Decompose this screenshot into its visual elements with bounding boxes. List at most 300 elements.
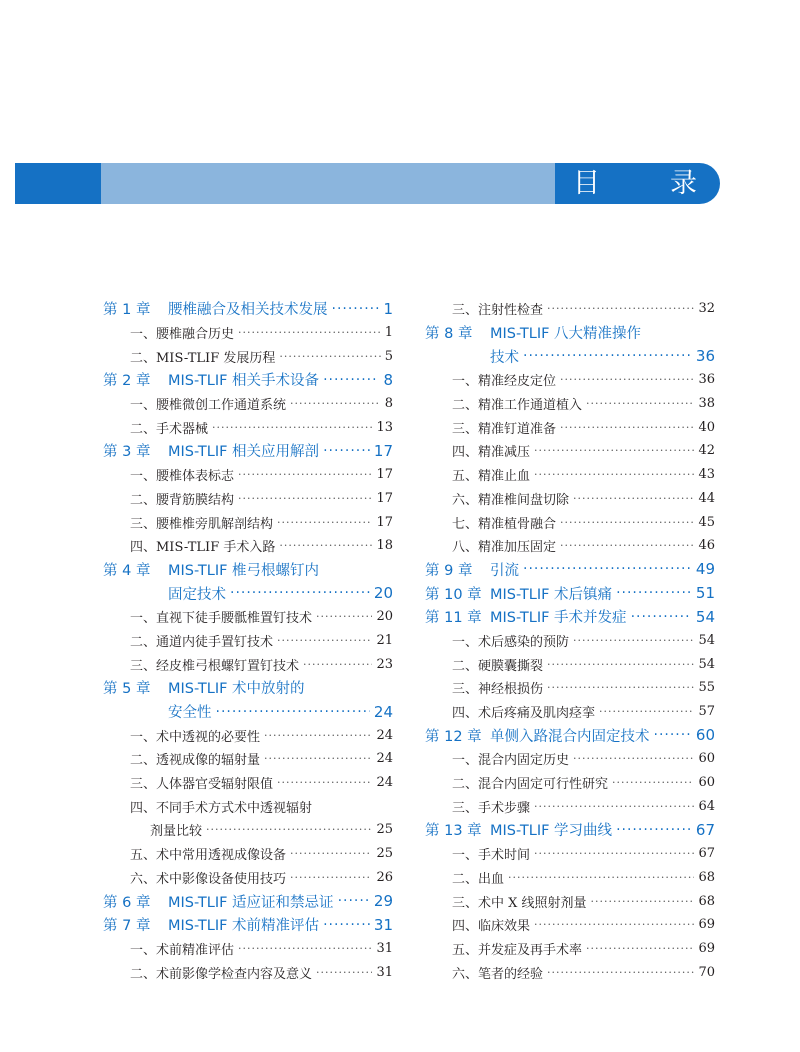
toc-section-entry[interactable] — [103, 392, 393, 416]
page-number: 67 — [698, 846, 715, 862]
page-number: 24 — [373, 702, 393, 721]
page-number: 42 — [698, 443, 715, 459]
dot-leader — [573, 752, 694, 765]
entry-text: 三、经皮椎弓根螺钉置钉技术 — [130, 658, 300, 674]
chapter-number: 第 1 章 — [103, 302, 151, 319]
dot-leader — [560, 373, 694, 386]
dot-leader — [323, 372, 379, 388]
page-number: 51 — [695, 584, 715, 603]
page-number: 57 — [698, 704, 715, 720]
page-number: 40 — [698, 419, 715, 435]
entry-title — [130, 749, 260, 768]
page-number: 60 — [698, 751, 715, 767]
entry-title — [490, 346, 519, 367]
entry-title — [130, 607, 312, 626]
entry-text: 一、腰椎体表标志 — [130, 469, 235, 485]
dot-leader — [303, 658, 372, 671]
entry-title — [103, 369, 319, 390]
entry-text: MIS-TLIF 手术并发症 — [490, 610, 627, 627]
page-number: 17 — [373, 441, 393, 460]
dot-leader — [547, 302, 694, 315]
entry-text: 技术 — [490, 349, 519, 366]
entry-text: 四、MIS-TLIF 手术入路 — [130, 540, 276, 556]
entry-text: 二、手术器械 — [130, 421, 209, 437]
dot-leader — [534, 918, 694, 931]
toc-section-entry[interactable] — [103, 771, 393, 795]
entry-title — [103, 559, 319, 580]
entry-title — [452, 536, 556, 555]
dot-leader — [277, 776, 372, 789]
entry-text: 单侧入路混合内固定技术 — [490, 728, 650, 745]
entry-title — [452, 299, 543, 318]
page-number: 43 — [698, 467, 715, 483]
entry-text: 二、术前影像学检查内容及意义 — [130, 966, 313, 982]
entry-text: MIS-TLIF 术后镇痛 — [490, 586, 613, 603]
entry-title — [452, 915, 530, 934]
dot-leader — [277, 516, 372, 529]
entry-text: 四、临床效果 — [452, 919, 531, 935]
entry-text: 一、精准经皮定位 — [452, 374, 557, 390]
entry-title — [130, 323, 234, 342]
dot-leader — [323, 443, 370, 459]
entry-text: 二、混合内固定可行性研究 — [452, 777, 609, 793]
entry-text: 四、术后疼痛及肌肉痉挛 — [452, 706, 596, 722]
entry-text: 四、不同手术方式术中透视辐射 — [130, 800, 313, 816]
entry-text: 五、术中常用透视成像设备 — [130, 848, 287, 864]
entry-title — [103, 440, 319, 461]
entry-text: 六、术中影像设备使用技巧 — [130, 871, 287, 887]
page-number: 5 — [384, 348, 393, 364]
entry-text: MIS-TLIF 学习曲线 — [490, 823, 613, 840]
toc-chapter-entry[interactable] — [103, 676, 393, 700]
toc-section-entry[interactable] — [103, 723, 393, 747]
entry-title — [452, 963, 543, 982]
dot-leader — [264, 729, 372, 742]
dot-leader — [560, 516, 694, 529]
dot-leader — [212, 421, 372, 434]
entry-title — [425, 606, 627, 627]
dot-leader — [534, 468, 694, 481]
dot-leader — [591, 895, 695, 908]
dot-leader — [238, 326, 381, 339]
dot-leader — [338, 893, 370, 909]
page-number: 60 — [695, 726, 715, 745]
toc-section-entry[interactable] — [425, 676, 715, 700]
dot-leader — [612, 776, 694, 789]
page-number: 55 — [698, 680, 715, 696]
chapter-number: 第 9 章 — [425, 562, 473, 579]
entry-text: 腰椎融合及相关技术发展 — [168, 302, 328, 319]
entry-text: 二、腰背筋膜结构 — [130, 492, 235, 508]
toc-section-entry[interactable] — [103, 510, 393, 534]
entry-title — [452, 702, 595, 721]
toc-section-entry[interactable] — [103, 794, 393, 818]
entry-text: 一、腰椎融合历史 — [130, 327, 235, 343]
entry-text: 一、术中透视的必要性 — [130, 729, 261, 745]
page-number: 54 — [695, 607, 715, 626]
entry-title — [452, 394, 582, 413]
page-number: 29 — [373, 892, 393, 911]
entry-text: 一、术后感染的预防 — [452, 634, 570, 650]
entry-title — [452, 370, 556, 389]
toc-chapter-entry[interactable] — [425, 581, 715, 605]
toc-section-entry[interactable] — [103, 842, 393, 866]
toc-chapter-entry[interactable] — [425, 818, 715, 842]
entry-text: 三、术中 X 线照射剂量 — [452, 895, 587, 911]
page-number: 13 — [376, 419, 393, 435]
toc-section-entry[interactable] — [103, 629, 393, 653]
dot-leader — [534, 847, 694, 860]
chapter-number: 第 10 章 — [425, 586, 482, 603]
entry-text: 二、透视成像的辐射量 — [130, 753, 261, 769]
dot-leader — [216, 704, 370, 720]
dot-leader — [264, 752, 372, 765]
page-number: 32 — [698, 301, 715, 317]
dot-leader — [586, 397, 694, 410]
page-number: 67 — [695, 820, 715, 839]
entry-text: 安全性 — [168, 705, 212, 722]
toc-chapter-entry[interactable] — [425, 321, 715, 345]
dot-leader — [290, 397, 381, 410]
toc-chapter-entry[interactable] — [425, 558, 715, 582]
entry-text: 二、MIS-TLIF 发展历程 — [130, 350, 276, 366]
entry-title — [452, 749, 569, 768]
page-number: 8 — [383, 370, 393, 389]
dot-leader — [279, 539, 372, 552]
toc-section-entry[interactable] — [103, 415, 393, 439]
toc-section-entry[interactable] — [425, 510, 715, 534]
entry-title — [130, 465, 234, 484]
entry-title — [452, 441, 530, 460]
entry-title — [168, 583, 226, 604]
entry-title — [130, 631, 273, 650]
entry-text: 六、精准椎间盘切除 — [452, 492, 570, 508]
dot-leader — [560, 421, 694, 434]
page-number: 68 — [698, 869, 715, 885]
dot-leader — [290, 847, 372, 860]
toc-section-entry[interactable] — [425, 652, 715, 676]
entry-title — [452, 844, 530, 863]
entry-title — [103, 298, 328, 319]
page-number: 18 — [376, 538, 393, 554]
toc-section-entry[interactable] — [103, 818, 393, 842]
page-number: 64 — [698, 798, 715, 814]
toc-section-entry[interactable] — [103, 747, 393, 771]
page-number: 1 — [383, 299, 393, 318]
toc-section-entry[interactable] — [103, 652, 393, 676]
page-number: 1 — [384, 325, 393, 341]
dot-leader — [534, 444, 694, 457]
toc-chapter-entry[interactable] — [103, 913, 393, 937]
dot-leader — [599, 705, 694, 718]
entry-title — [452, 655, 543, 674]
entry-text: 三、手术步骤 — [452, 800, 531, 816]
entry-title — [130, 868, 286, 887]
entry-text: MIS-TLIF 椎弓根螺钉内 — [168, 562, 320, 579]
toc-section-entry[interactable] — [425, 392, 715, 416]
entry-text: 五、精准止血 — [452, 469, 531, 485]
entry-title — [103, 891, 334, 912]
entry-title — [452, 631, 569, 650]
entry-title — [130, 536, 275, 555]
toc-chapter-entry[interactable] — [103, 368, 393, 392]
toc-section-entry[interactable] — [103, 344, 393, 368]
toc-section-entry[interactable] — [425, 960, 715, 984]
entry-title — [452, 418, 556, 437]
dot-leader — [238, 492, 372, 505]
chapter-number: 第 11 章 — [425, 610, 482, 627]
page-number: 25 — [376, 846, 393, 862]
entry-title — [425, 725, 650, 746]
page-number: 20 — [376, 609, 393, 625]
page-number: 20 — [373, 584, 393, 603]
toc-left-column — [103, 297, 393, 984]
entry-text: 六、笔者的经验 — [452, 966, 544, 982]
toc-section-entry[interactable] — [425, 534, 715, 558]
entry-title — [425, 559, 519, 580]
entry-text: MIS-TLIF 术中放射的 — [168, 681, 305, 698]
dot-leader — [508, 871, 694, 884]
page-number: 17 — [376, 467, 393, 483]
entry-text: 三、人体器官受辐射限值 — [130, 777, 274, 793]
page-number: 36 — [695, 347, 715, 366]
toc-section-entry[interactable] — [103, 866, 393, 890]
banner-dark-block — [15, 163, 101, 204]
entry-title — [425, 322, 641, 343]
page-number: 23 — [376, 656, 393, 672]
toc-section-entry[interactable] — [103, 605, 393, 629]
entry-text: 一、腰椎微创工作通道系统 — [130, 398, 287, 414]
entry-text: 七、精准植骨融合 — [452, 516, 557, 532]
chapter-number: 第 12 章 — [425, 728, 482, 745]
chapter-number: 第 3 章 — [103, 444, 151, 461]
toc-section-entry[interactable] — [425, 463, 715, 487]
entry-title — [130, 797, 312, 816]
entry-title — [452, 939, 582, 958]
toc-chapter-entry[interactable] — [103, 581, 393, 605]
entry-title — [168, 701, 212, 722]
toc-section-entry[interactable] — [103, 937, 393, 961]
toc-right-column — [425, 297, 715, 984]
chapter-number: 第 2 章 — [103, 373, 151, 390]
entry-title — [130, 418, 208, 437]
page-number: 36 — [698, 372, 715, 388]
toc-section-entry[interactable] — [425, 866, 715, 890]
dot-leader — [238, 942, 372, 955]
page-number: 24 — [376, 775, 393, 791]
page-number: 31 — [373, 915, 393, 934]
entry-text: 三、腰椎椎旁肌解剖结构 — [130, 516, 274, 532]
entry-title — [452, 678, 543, 697]
toc-section-entry[interactable] — [425, 415, 715, 439]
entry-title — [452, 773, 608, 792]
dot-leader — [631, 609, 692, 625]
entry-text: 一、术前精准评估 — [130, 942, 235, 958]
dot-leader — [616, 585, 692, 601]
page-number: 31 — [376, 940, 393, 956]
entry-text: MIS-TLIF 术前精准评估 — [168, 918, 320, 935]
dot-leader — [534, 800, 694, 813]
page-number: 8 — [384, 396, 393, 412]
entry-text: MIS-TLIF 相关应用解剖 — [168, 444, 320, 461]
entry-title — [130, 513, 273, 532]
page-number: 69 — [698, 917, 715, 933]
toc-chapter-entry[interactable] — [103, 889, 393, 913]
entry-text: 三、精准钉道准备 — [452, 421, 557, 437]
page-number: 21 — [376, 632, 393, 648]
dot-leader — [547, 658, 694, 671]
toc-section-entry[interactable] — [425, 439, 715, 463]
entry-text: 八、精准加压固定 — [452, 540, 557, 556]
toc-chapter-entry[interactable] — [425, 605, 715, 629]
toc-chapter-entry[interactable] — [103, 297, 393, 321]
entry-text: 五、并发症及再手术率 — [452, 942, 583, 958]
toc-section-entry[interactable] — [103, 534, 393, 558]
toc-section-entry[interactable] — [425, 771, 715, 795]
toc-section-entry[interactable] — [425, 487, 715, 511]
banner-light-bar — [101, 163, 555, 204]
page-number: 24 — [376, 751, 393, 767]
entry-text: MIS-TLIF 适应证和禁忌证 — [168, 894, 334, 911]
entry-title — [452, 465, 530, 484]
page-title-char-1: 目 — [573, 168, 600, 199]
toc-section-entry[interactable] — [103, 463, 393, 487]
dot-leader — [586, 942, 694, 955]
chapter-number: 第 13 章 — [425, 823, 482, 840]
page-number: 54 — [698, 656, 715, 672]
toc-section-entry[interactable] — [425, 747, 715, 771]
entry-title — [425, 583, 612, 604]
dot-leader — [323, 917, 370, 933]
entry-text: 三、注射性检查 — [452, 303, 544, 319]
entry-title — [130, 655, 299, 674]
toc-section-entry[interactable] — [425, 629, 715, 653]
dot-leader — [332, 301, 380, 317]
dot-leader — [654, 727, 692, 743]
entry-text: 一、混合内固定历史 — [452, 753, 570, 769]
entry-text: MIS-TLIF 八大精准操作 — [490, 326, 642, 343]
entry-text: 固定技术 — [168, 586, 226, 603]
toc-section-entry[interactable] — [425, 368, 715, 392]
dot-leader — [206, 823, 372, 836]
dot-leader — [290, 871, 372, 884]
toc-section-entry[interactable] — [425, 700, 715, 724]
entry-title — [452, 797, 530, 816]
entry-title — [130, 726, 260, 745]
dot-leader — [238, 468, 372, 481]
entry-title — [103, 677, 305, 698]
entry-title — [130, 347, 275, 366]
page-number: 45 — [698, 514, 715, 530]
entry-title — [130, 939, 234, 958]
chapter-number: 第 5 章 — [103, 681, 151, 698]
dot-leader — [523, 348, 692, 364]
dot-leader — [316, 610, 372, 623]
dot-leader — [277, 634, 372, 647]
toc-section-entry[interactable] — [425, 913, 715, 937]
page-number: 25 — [376, 822, 393, 838]
dot-leader — [560, 539, 694, 552]
entry-text: MIS-TLIF 相关手术设备 — [168, 373, 320, 390]
toc-chapter-entry[interactable] — [103, 558, 393, 582]
entry-title — [452, 513, 556, 532]
dot-leader — [230, 585, 370, 601]
page-number: 54 — [698, 632, 715, 648]
toc-chapter-entry[interactable] — [103, 439, 393, 463]
entry-text: 二、精准工作通道植入 — [452, 398, 583, 414]
toc-section-entry[interactable] — [103, 321, 393, 345]
page-number: 44 — [698, 490, 715, 506]
toc-section-entry[interactable] — [103, 487, 393, 511]
entry-title — [452, 868, 504, 887]
toc-section-entry[interactable] — [103, 960, 393, 984]
toc-section-entry[interactable] — [425, 889, 715, 913]
page-number: 68 — [698, 893, 715, 909]
page-number: 49 — [695, 560, 715, 579]
page-number: 24 — [376, 727, 393, 743]
chapter-number: 第 8 章 — [425, 326, 473, 343]
dot-leader — [523, 561, 692, 577]
page-number: 17 — [376, 514, 393, 530]
entry-title — [130, 963, 312, 982]
toc-section-entry[interactable] — [425, 937, 715, 961]
entry-title — [130, 489, 234, 508]
page-title-char-2: 录 — [670, 168, 697, 199]
dot-leader — [573, 634, 694, 647]
entry-text: 四、精准减压 — [452, 445, 531, 461]
entry-title — [150, 820, 202, 839]
dot-leader — [616, 822, 692, 838]
entry-title — [130, 844, 286, 863]
entry-title — [425, 819, 612, 840]
title-banner — [0, 163, 800, 204]
entry-text: 二、出血 — [452, 871, 505, 887]
page-number: 60 — [698, 775, 715, 791]
dot-leader — [573, 492, 694, 505]
entry-title — [130, 394, 286, 413]
toc-chapter-entry[interactable] — [103, 700, 393, 724]
title-pill — [555, 163, 720, 204]
entry-text: 三、神经根损伤 — [452, 682, 544, 698]
dot-leader — [547, 966, 694, 979]
toc-section-entry[interactable] — [425, 842, 715, 866]
chapter-number: 第 4 章 — [103, 562, 151, 579]
entry-text: 二、硬膜囊撕裂 — [452, 658, 544, 674]
entry-title — [452, 892, 587, 911]
page-number: 17 — [376, 490, 393, 506]
toc-section-entry[interactable] — [425, 794, 715, 818]
entry-text: 一、手术时间 — [452, 848, 531, 864]
page-number: 38 — [698, 396, 715, 412]
chapter-number: 第 6 章 — [103, 894, 151, 911]
toc-chapter-entry[interactable] — [425, 723, 715, 747]
toc-chapter-entry[interactable] — [425, 344, 715, 368]
entry-text: 引流 — [490, 562, 519, 579]
entry-title — [130, 773, 273, 792]
page-number: 46 — [698, 538, 715, 554]
page-number: 31 — [376, 964, 393, 980]
entry-text: 一、直视下徒手腰骶椎置钉技术 — [130, 611, 313, 627]
chapter-number: 第 7 章 — [103, 918, 151, 935]
entry-title — [103, 914, 319, 935]
dot-leader — [316, 966, 372, 979]
dot-leader — [279, 350, 380, 363]
dot-leader — [547, 681, 694, 694]
page-number: 70 — [698, 964, 715, 980]
entry-text: 二、通道内徒手置钉技术 — [130, 634, 274, 650]
entry-text: 剂量比较 — [150, 824, 203, 840]
toc-section-entry[interactable] — [425, 297, 715, 321]
